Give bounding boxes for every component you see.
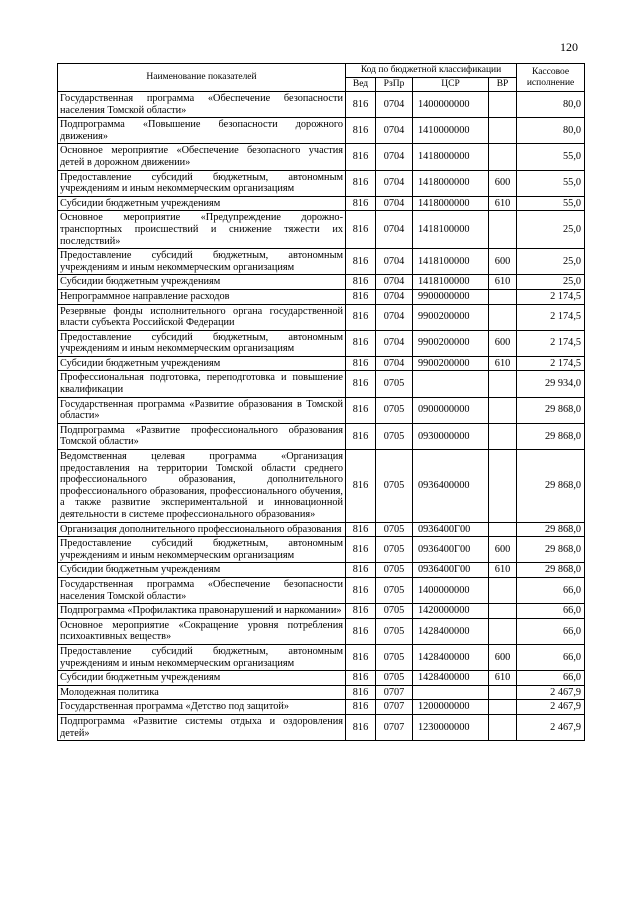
row-ved: 816: [346, 577, 376, 603]
row-vr: 600: [489, 330, 517, 356]
row-rzpr: 0705: [376, 423, 413, 449]
row-amount: 55,0: [517, 196, 585, 211]
row-rzpr: 0704: [376, 356, 413, 371]
row-rzpr: 0707: [376, 700, 413, 715]
row-amount: 2 467,9: [517, 700, 585, 715]
row-name: Подпрограмма «Развитие профессионального образования Томской области»: [58, 423, 346, 449]
row-csr: 0936400Г00: [413, 563, 489, 578]
row-name: Субсидии бюджетным учреждениям: [58, 196, 346, 211]
row-ved: 816: [346, 522, 376, 537]
row-amount: 55,0: [517, 170, 585, 196]
table-body: [58, 92, 585, 741]
row-vr: [489, 211, 517, 249]
row-vr: [489, 604, 517, 619]
row-ved: 816: [346, 700, 376, 715]
row-amount: 29 868,0: [517, 397, 585, 423]
row-ved: 816: [346, 330, 376, 356]
row-amount: 2 174,5: [517, 304, 585, 330]
table-row: [58, 196, 585, 211]
row-name: Непрограммное направление расходов: [58, 289, 346, 304]
row-vr: [489, 685, 517, 700]
row-vr: [489, 423, 517, 449]
row-rzpr: 0704: [376, 249, 413, 275]
header-amount: Кассовое исполнение: [517, 64, 585, 92]
row-amount: 2 174,5: [517, 356, 585, 371]
row-rzpr: 0704: [376, 304, 413, 330]
row-rzpr: 0704: [376, 170, 413, 196]
row-amount: 80,0: [517, 118, 585, 144]
row-csr: 0930000000: [413, 423, 489, 449]
table-row: [58, 700, 585, 715]
row-ved: 816: [346, 685, 376, 700]
row-ved: 816: [346, 356, 376, 371]
row-name: Организация дополнительного профессионального образования: [58, 522, 346, 537]
row-csr: 9900200000: [413, 356, 489, 371]
row-csr: 0936400Г00: [413, 537, 489, 563]
row-name: Молодежная политика: [58, 685, 346, 700]
row-ved: 816: [346, 644, 376, 670]
row-ved: 816: [346, 144, 376, 170]
row-name: Профессиональная подготовка, переподготовка и повышение квалификации: [58, 371, 346, 397]
header-name: Наименование показателей: [58, 64, 346, 92]
row-ved: 816: [346, 249, 376, 275]
row-csr: 9900000000: [413, 289, 489, 304]
row-vr: [489, 700, 517, 715]
row-rzpr: 0704: [376, 118, 413, 144]
table-row: [58, 304, 585, 330]
row-amount: 2 174,5: [517, 330, 585, 356]
row-amount: 29 868,0: [517, 537, 585, 563]
row-rzpr: 0704: [376, 330, 413, 356]
row-vr: 610: [489, 275, 517, 290]
row-rzpr: 0705: [376, 522, 413, 537]
row-ved: 816: [346, 118, 376, 144]
row-ved: 816: [346, 450, 376, 523]
table-row: [58, 397, 585, 423]
table-row: [58, 450, 585, 523]
row-ved: 816: [346, 397, 376, 423]
row-name: Субсидии бюджетным учреждениям: [58, 356, 346, 371]
row-vr: [489, 450, 517, 523]
table-row: [58, 356, 585, 371]
row-vr: [489, 92, 517, 118]
row-name: Подпрограмма «Профилактика правонарушений и наркомании»: [58, 604, 346, 619]
table-row: [58, 577, 585, 603]
row-ved: 816: [346, 92, 376, 118]
row-name: Ведомственная целевая программа «Организация предоставления на территории Томской области среднего профессионального образования, дополнительного профессионального образования, профессионального обучения, а также развитие экспериментальной и инновационной деятельности в системе профессионального образования»: [58, 450, 346, 523]
row-name: Резервные фонды исполнительного органа государственной власти субъекта Российской Федерации: [58, 304, 346, 330]
header-code-group: Код по бюджетной классификации: [346, 64, 517, 78]
row-vr: 610: [489, 671, 517, 686]
row-amount: 66,0: [517, 618, 585, 644]
row-amount: 25,0: [517, 275, 585, 290]
row-name: Подпрограмма «Повышение безопасности дорожного движения»: [58, 118, 346, 144]
row-vr: [489, 289, 517, 304]
row-vr: 600: [489, 644, 517, 670]
row-rzpr: 0705: [376, 577, 413, 603]
budget-execution-table: [57, 63, 585, 741]
row-rzpr: 0707: [376, 685, 413, 700]
row-amount: 29 868,0: [517, 563, 585, 578]
row-ved: 816: [346, 618, 376, 644]
row-rzpr: 0705: [376, 618, 413, 644]
row-ved: 816: [346, 714, 376, 740]
row-ved: 816: [346, 289, 376, 304]
row-csr: 1428400000: [413, 671, 489, 686]
table-row: [58, 522, 585, 537]
row-vr: [489, 371, 517, 397]
row-csr: 1230000000: [413, 714, 489, 740]
table-row: [58, 685, 585, 700]
row-rzpr: 0704: [376, 211, 413, 249]
row-amount: 66,0: [517, 644, 585, 670]
table-row: [58, 371, 585, 397]
row-csr: 1428400000: [413, 644, 489, 670]
row-name: Государственная программа «Развитие образования в Томской области»: [58, 397, 346, 423]
row-csr: 9900200000: [413, 304, 489, 330]
table-row: [58, 211, 585, 249]
table-row: [58, 289, 585, 304]
page-number: 120: [560, 40, 578, 54]
row-csr: 0900000000: [413, 397, 489, 423]
row-amount: 66,0: [517, 577, 585, 603]
row-csr: [413, 685, 489, 700]
row-name: Предоставление субсидий бюджетным, автономным учреждениям и иным некоммерческим организациям: [58, 537, 346, 563]
row-vr: 610: [489, 356, 517, 371]
table-row: [58, 714, 585, 740]
table-row: [58, 118, 585, 144]
row-csr: 1418000000: [413, 144, 489, 170]
table-row: [58, 604, 585, 619]
header-row-top: [58, 64, 585, 78]
row-rzpr: 0705: [376, 671, 413, 686]
row-rzpr: 0705: [376, 397, 413, 423]
row-ved: 816: [346, 275, 376, 290]
row-csr: 1418100000: [413, 275, 489, 290]
row-name: Субсидии бюджетным учреждениям: [58, 275, 346, 290]
row-csr: 1428400000: [413, 618, 489, 644]
row-name: Основное мероприятие «Сокращение уровня потребления психоактивных веществ»: [58, 618, 346, 644]
row-csr: 1418000000: [413, 170, 489, 196]
header-vr: ВР: [489, 78, 517, 92]
row-amount: 29 868,0: [517, 450, 585, 523]
row-csr: 1420000000: [413, 604, 489, 619]
row-name: Государственная программа «Детство под защитой»: [58, 700, 346, 715]
row-rzpr: 0705: [376, 537, 413, 563]
row-vr: [489, 522, 517, 537]
row-ved: 816: [346, 170, 376, 196]
row-csr: [413, 371, 489, 397]
row-vr: [489, 714, 517, 740]
table-row: [58, 537, 585, 563]
row-amount: 66,0: [517, 671, 585, 686]
row-vr: 610: [489, 563, 517, 578]
row-rzpr: 0705: [376, 644, 413, 670]
table-row: [58, 144, 585, 170]
row-vr: [489, 304, 517, 330]
row-amount: 2 467,9: [517, 714, 585, 740]
row-vr: 600: [489, 170, 517, 196]
row-vr: 600: [489, 249, 517, 275]
row-rzpr: 0704: [376, 92, 413, 118]
header-csr: ЦСР: [413, 78, 489, 92]
row-csr: 1410000000: [413, 118, 489, 144]
row-name: Основное мероприятие «Предупреждение дорожно-транспортных происшествий и снижение тяжести их последствий»: [58, 211, 346, 249]
row-csr: 1200000000: [413, 700, 489, 715]
table-row: [58, 330, 585, 356]
row-ved: 816: [346, 371, 376, 397]
row-ved: 816: [346, 196, 376, 211]
row-ved: 816: [346, 423, 376, 449]
table-row: [58, 644, 585, 670]
row-ved: 816: [346, 304, 376, 330]
row-rzpr: 0704: [376, 289, 413, 304]
row-amount: 29 868,0: [517, 423, 585, 449]
row-name: Предоставление субсидий бюджетным, автономным учреждениям и иным некоммерческим организациям: [58, 330, 346, 356]
row-vr: [489, 397, 517, 423]
row-amount: 80,0: [517, 92, 585, 118]
row-amount: 2 174,5: [517, 289, 585, 304]
row-name: Предоставление субсидий бюджетным, автономным учреждениям и иным некоммерческим организациям: [58, 170, 346, 196]
row-ved: 816: [346, 671, 376, 686]
row-csr: 0936400Г00: [413, 522, 489, 537]
row-vr: 600: [489, 537, 517, 563]
row-rzpr: 0705: [376, 371, 413, 397]
row-name: Основное мероприятие «Обеспечение безопасного участия детей в дорожном движении»: [58, 144, 346, 170]
table-row: [58, 563, 585, 578]
row-ved: 816: [346, 537, 376, 563]
row-rzpr: 0705: [376, 450, 413, 523]
row-csr: 1418000000: [413, 196, 489, 211]
table-row: [58, 170, 585, 196]
table-row: [58, 423, 585, 449]
row-csr: 1400000000: [413, 92, 489, 118]
row-rzpr: 0704: [376, 196, 413, 211]
row-rzpr: 0705: [376, 563, 413, 578]
row-rzpr: 0704: [376, 275, 413, 290]
row-name: Субсидии бюджетным учреждениям: [58, 563, 346, 578]
row-ved: 816: [346, 211, 376, 249]
row-name: Субсидии бюджетным учреждениям: [58, 671, 346, 686]
row-name: Подпрограмма «Развитие системы отдыха и оздоровления детей»: [58, 714, 346, 740]
row-ved: 816: [346, 604, 376, 619]
row-csr: 1418100000: [413, 211, 489, 249]
row-vr: [489, 618, 517, 644]
row-amount: 25,0: [517, 249, 585, 275]
table-row: [58, 671, 585, 686]
row-ved: 816: [346, 563, 376, 578]
header-rzpr: РзПр: [376, 78, 413, 92]
row-amount: 66,0: [517, 604, 585, 619]
row-name: Государственная программа «Обеспечение безопасности населения Томской области»: [58, 92, 346, 118]
row-amount: 29 934,0: [517, 371, 585, 397]
row-name: Государственная программа «Обеспечение безопасности населения Томской области»: [58, 577, 346, 603]
row-csr: 9900200000: [413, 330, 489, 356]
row-csr: 1418100000: [413, 249, 489, 275]
row-rzpr: 0704: [376, 144, 413, 170]
row-rzpr: 0705: [376, 604, 413, 619]
table-row: [58, 249, 585, 275]
row-rzpr: 0707: [376, 714, 413, 740]
row-csr: 1400000000: [413, 577, 489, 603]
row-amount: 55,0: [517, 144, 585, 170]
table-row: [58, 92, 585, 118]
row-amount: 29 868,0: [517, 522, 585, 537]
row-name: Предоставление субсидий бюджетным, автономным учреждениям и иным некоммерческим организациям: [58, 644, 346, 670]
row-vr: [489, 118, 517, 144]
row-vr: [489, 144, 517, 170]
row-vr: [489, 577, 517, 603]
table-row: [58, 275, 585, 290]
row-amount: 2 467,9: [517, 685, 585, 700]
row-name: Предоставление субсидий бюджетным, автономным учреждениям и иным некоммерческим организациям: [58, 249, 346, 275]
row-vr: 610: [489, 196, 517, 211]
row-amount: 25,0: [517, 211, 585, 249]
row-csr: 0936400000: [413, 450, 489, 523]
table-row: [58, 618, 585, 644]
header-ved: Вед: [346, 78, 376, 92]
